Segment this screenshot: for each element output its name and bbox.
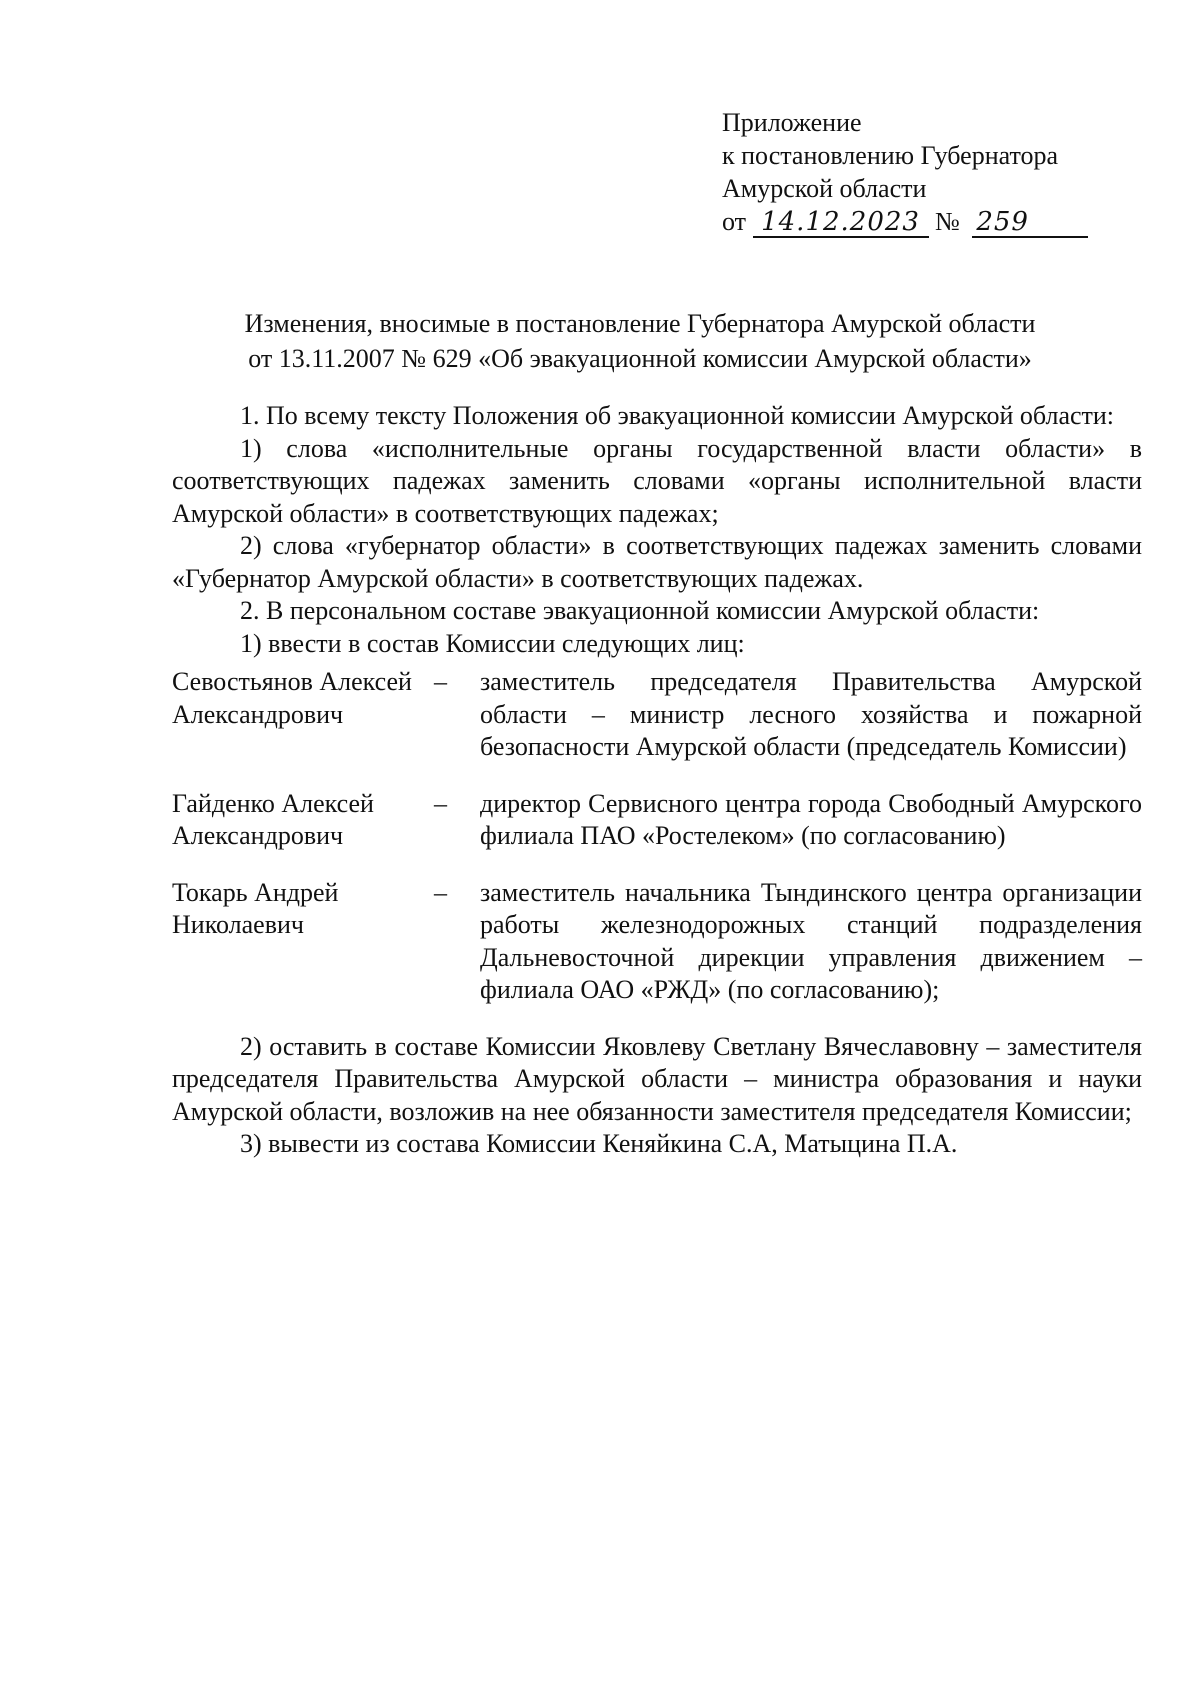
paragraph-2-2: 2) оставить в составе Комиссии Яковлеву Светлану Вячеславовну – заместителя председателя Правительства Амурской области – министра образования и науки Амурской области, возложив на нее обязанности заместителя председателя Комиссии; — [172, 1031, 1142, 1126]
member-row — [172, 666, 1142, 764]
member-row — [172, 788, 1142, 853]
number-prefix: № — [935, 207, 960, 236]
paragraph-1: 1. По всему тексту Положения об эвакуационной комиссии Амурской области: — [240, 401, 1115, 430]
member-dash: – — [434, 788, 447, 818]
paragraph-1-2: 2) слова «губернатор области» в соответствующих падежах заменить словами «Губернатор Амурской области» в соответствующих падежах. — [172, 531, 1142, 593]
appendix-region: Амурской области — [722, 174, 927, 203]
member-name: Севостьянов Алексей Александрович — [172, 667, 412, 729]
member-role: заместитель председателя Правительства Амурской области – министр лесного хозяйства и пожарной безопасности Амурской области (председатель Комиссии) — [480, 667, 1142, 761]
paragraph-2-1: 1) ввести в состав Комиссии следующих лиц: — [240, 628, 745, 658]
handwritten-date: 14.12.2023 — [753, 208, 929, 238]
members-list — [172, 666, 1142, 1007]
appendix-header — [722, 106, 1142, 238]
member-name: Гайденко Алексей Александрович — [172, 788, 374, 850]
handwritten-number: 259 — [972, 208, 1088, 238]
member-name: Токарь Андрей Николаевич — [172, 877, 339, 939]
document-title — [160, 306, 1120, 376]
paragraph-2-3: 3) вывести из состава Комиссии Кеняйкина С.А, Матыцина П.А. — [240, 1129, 958, 1158]
appendix-reference: к постановлению Губернатора — [722, 141, 1059, 170]
member-row — [172, 877, 1142, 1007]
member-dash: – — [434, 877, 447, 907]
document-body — [172, 400, 1142, 1161]
appendix-label: Приложение — [722, 108, 862, 137]
member-role: директор Сервисного центра города Свободный Амурского филиала ПАО «Ростелеком» (по согласованию) — [480, 788, 1142, 850]
paragraph-2: 2. В персональном составе эвакуационной комиссии Амурской области: — [240, 596, 1040, 625]
date-prefix: от — [722, 207, 747, 236]
appendix-date-number — [722, 205, 1142, 238]
member-role: заместитель начальника Тындинского центра организации работы железнодорожных станций подразделения Дальневосточной дирекции управления движением – филиала ОАО «РЖД» (по согласованию); — [480, 877, 1142, 1004]
paragraph-1-1: 1) слова «исполнительные органы государственной власти области» в соответствующих падежах заменить словами «органы исполнительной власти Амурской области» в соответствующих падежах; — [172, 433, 1142, 528]
title-line-2: от 13.11.2007 № 629 «Об эвакуационной комиссии Амурской области» — [248, 344, 1032, 373]
member-dash: – — [434, 667, 447, 696]
title-line-1: Изменения, вносимые в постановление Губернатора Амурской области — [244, 309, 1036, 338]
